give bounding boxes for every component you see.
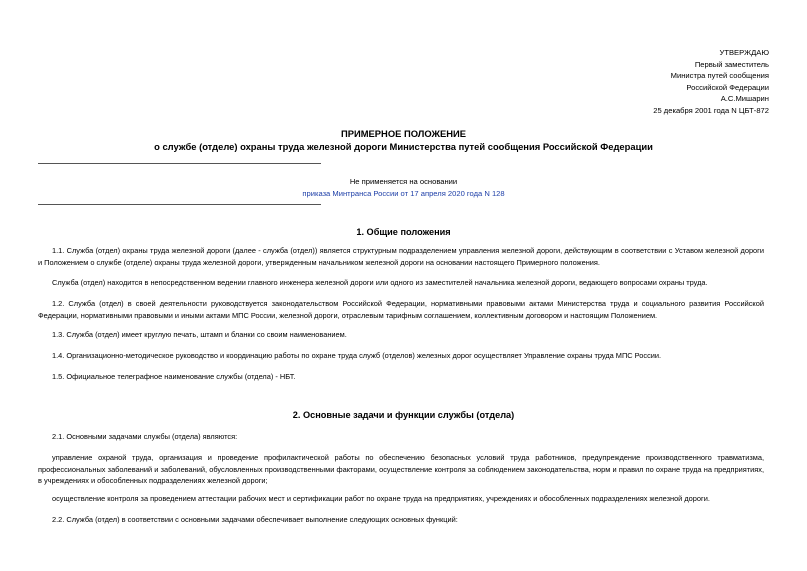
paragraph: 1.5. Официальное телеграфное наименование службы (отдела) - НБТ. xyxy=(52,372,296,381)
divider-bottom xyxy=(38,204,321,205)
paragraph: 1.1. Служба (отдел) охраны труда железной дороги (далее - служба (отдел)) является структурным подразделением управления железной дороги, действующим в соответствии с Уставом железной дороги и Положением о службе (отделе) охраны труда железной дороги, утвержденным начальником железной дороги на основании настоящего Примерного положения. xyxy=(38,246,764,267)
status-note xyxy=(0,176,807,200)
paragraph: 2.2. Служба (отдел) в соответствии с основными задачами обеспечивает выполнение следующих основных функций: xyxy=(52,515,458,524)
approval-block xyxy=(653,47,769,117)
approval-line: 25 декабря 2001 года N ЦБТ-872 xyxy=(653,105,769,115)
section-heading: 2. Основные задачи и функции службы (отдела) xyxy=(292,410,515,420)
note-text: Не применяется на основании xyxy=(349,177,458,186)
divider-top xyxy=(38,163,321,164)
paragraph: 2.1. Основными задачами службы (отдела) являются: xyxy=(52,432,238,441)
approval-line: УТВЕРЖДАЮ xyxy=(719,48,769,57)
title-line-2: о службе (отделе) охраны труда железной дороги Министерства путей сообщения Российской Федерации xyxy=(154,141,653,152)
paragraph: 1.4. Организационно-методическое руководство и координацию работы по охране труда служб (отделов) железных дорог осуществляет Управление охраны труда МПС России. xyxy=(52,351,662,360)
approval-line: Российской Федерации xyxy=(686,82,769,92)
paragraph: управление охраной труда, организация и проведение профилактической работы по обеспечению безопасных условий труда работников, предупреждение производственного травматизма, профессиональных заболеваний и заболеваний, обусловленных производственными факторами, осуществление контроля за соблюдением законодательства, норм и правил по охране труда на предприятиях, в учреждениях и обособленных подразделениях железной дороги; xyxy=(38,453,764,486)
paragraph: осуществление контроля за проведением аттестации рабочих мест и сертификации работ по охране труда на предприятиях, учреждениях и обособленных подразделениях железной дороги. xyxy=(52,494,710,503)
approval-line: Первый заместитель xyxy=(694,59,769,69)
note-link[interactable]: приказа Минтранса России от 17 апреля 2020 года N 128 xyxy=(302,189,505,198)
approval-line: Министра путей сообщения xyxy=(670,71,769,81)
document-title xyxy=(0,127,807,153)
title-line-1: ПРИМЕРНОЕ ПОЛОЖЕНИЕ xyxy=(341,128,466,139)
section-heading: 1. Общие положения xyxy=(356,227,451,237)
paragraph: Служба (отдел) находится в непосредственном ведении главного инженера железной дороги или одного из заместителей начальника железной дороги, ведающего вопросами охраны труда. xyxy=(52,278,708,287)
paragraph: 1.3. Служба (отдел) имеет круглую печать, штамп и бланки со своим наименованием. xyxy=(52,330,347,339)
approval-line: А.С.Мишарин xyxy=(720,94,769,104)
paragraph: 1.2. Служба (отдел) в своей деятельности руководствуется законодательством Российской Федерации, нормативными правовыми актами Министерства труда и социального развития Российской Федерации, нормативными правовыми и иными актами МПС России, железной дороги, отраслевым тарифным соглашением, коллективным договором и настоящим Положением. xyxy=(38,299,764,320)
